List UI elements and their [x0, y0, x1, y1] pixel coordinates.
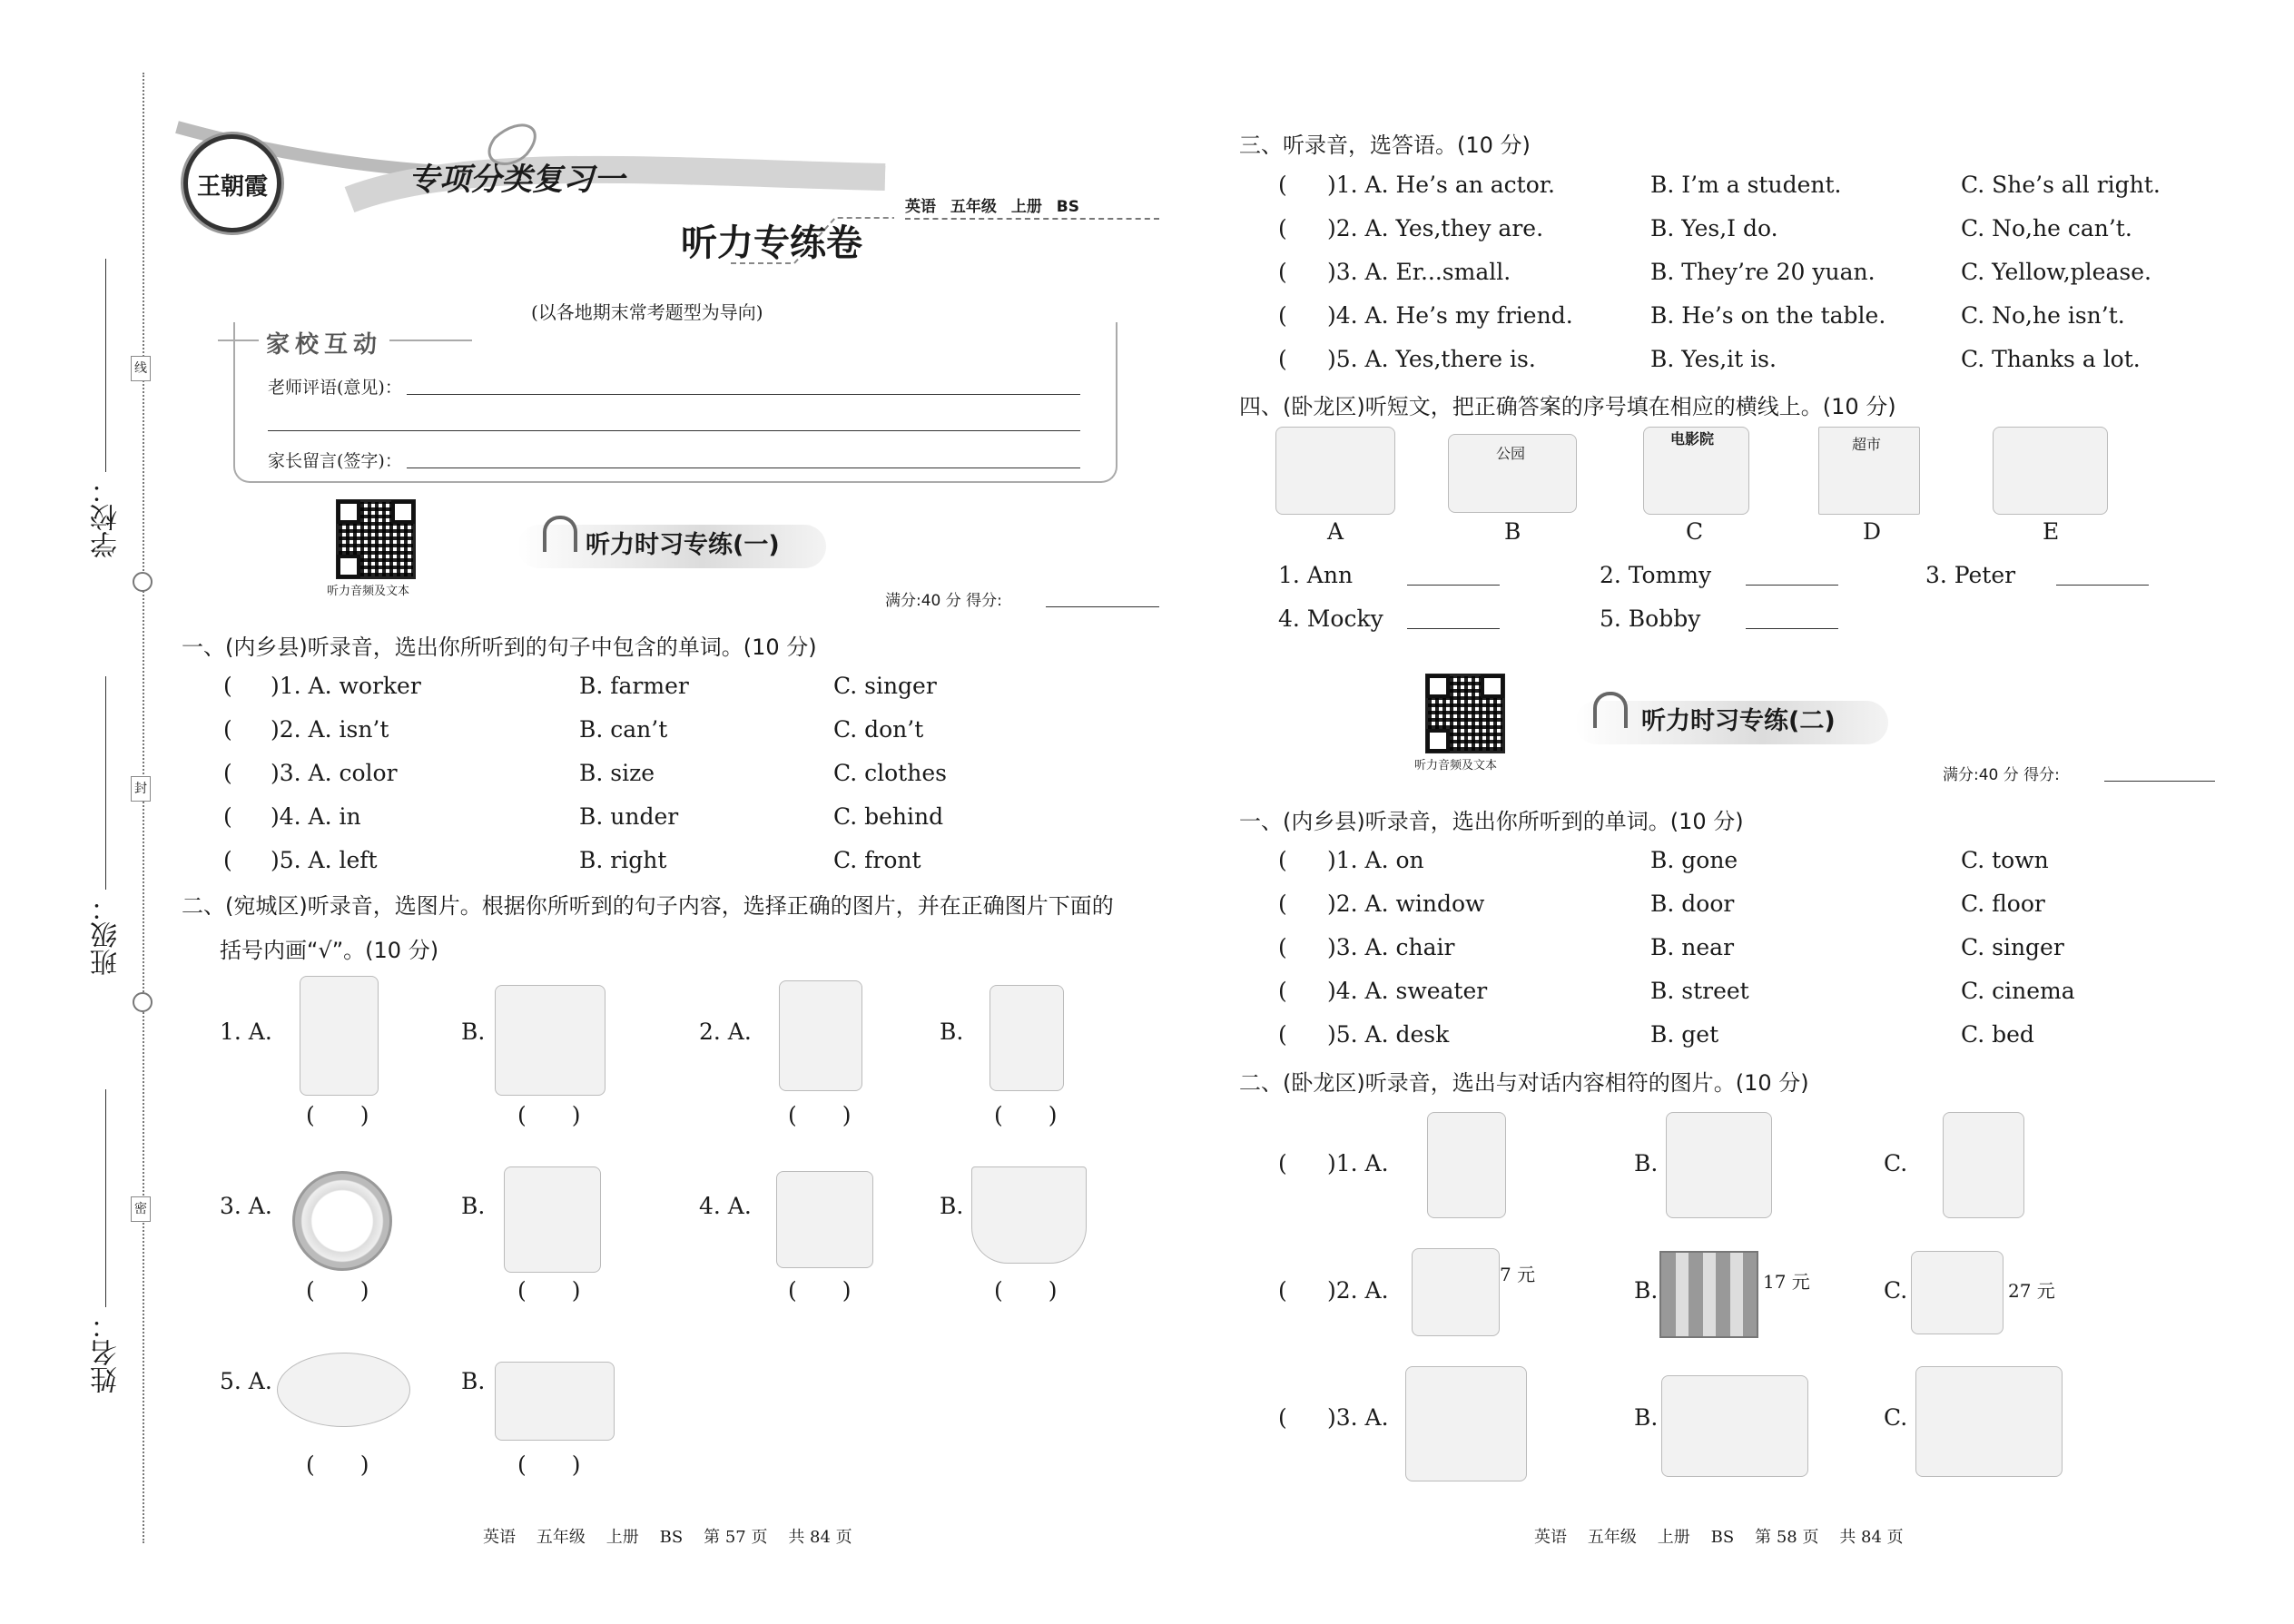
- p2-s1-option-c: C. cinema: [1961, 978, 2075, 1004]
- p1-s1-option-b: B. farmer: [579, 673, 689, 699]
- p1-s2-answer[interactable]: ( ): [517, 1452, 581, 1478]
- p2-s1-option-b: B. near: [1650, 934, 1735, 960]
- cinema-sign: 电影院: [1670, 430, 1715, 448]
- s3-option-c: C. Thanks a lot.: [1961, 346, 2141, 372]
- teacher-comment-line-2[interactable]: [268, 430, 1080, 431]
- footer-left: 英语 五年级 上册 BS 第 57 页 共 84 页: [483, 1528, 852, 1547]
- class-label: 班级：: [91, 894, 123, 976]
- shorts-picture: [1659, 1251, 1758, 1338]
- p2-s2-label-c: C.: [1884, 1277, 1908, 1304]
- headphone-icon: [543, 516, 577, 552]
- home-school-title: 家校互动: [259, 332, 389, 358]
- building-letter: C: [1686, 518, 1704, 545]
- p1-s2-label: 2. A.: [699, 1019, 752, 1045]
- s3-option-b: B. He’s on the table.: [1650, 302, 1886, 329]
- p1-s2-label: 3. A.: [220, 1193, 272, 1219]
- qr-code-1[interactable]: [336, 499, 416, 579]
- p1-s2-heading-line2: 括号内画“√”。(10 分): [220, 938, 439, 963]
- s3-option-b: B. Yes,it is.: [1650, 346, 1777, 372]
- price-label: 7 元: [1500, 1264, 1536, 1285]
- p2-s1-option-a: )4. A. sweater: [1327, 978, 1488, 1004]
- s3-paren[interactable]: (: [1278, 346, 1287, 372]
- s4-heading: 四、(卧龙区)听短文，把正确答案的序号填在相应的横线上。(10 分): [1239, 394, 1896, 419]
- p1-s2-label: B.: [940, 1193, 964, 1219]
- school-blank[interactable]: [105, 259, 106, 472]
- practice2-title: 听力时习专练(二): [1641, 707, 1836, 735]
- seal-mark-3: 密: [131, 1196, 151, 1222]
- footer-right: 英语 五年级 上册 BS 第 58 页 共 84 页: [1534, 1528, 1904, 1547]
- park-sign: 公园: [1496, 445, 1526, 462]
- teacher-comment-label: 老师评语(意见)：: [268, 378, 402, 398]
- p1-s2-answer[interactable]: ( ): [994, 1102, 1058, 1128]
- s4-name: 4. Mocky: [1278, 605, 1383, 632]
- s3-option-c: C. No,he can’t.: [1961, 215, 2132, 241]
- p2-s1-option-c: C. bed: [1961, 1021, 2034, 1048]
- p1-s1-option-b: B. under: [579, 803, 679, 830]
- p2-s2-label-b: B.: [1634, 1150, 1659, 1176]
- teacher-comment-line-1[interactable]: [407, 394, 1080, 395]
- meta-underline: [905, 218, 1159, 220]
- p1-s2-answer[interactable]: ( ): [306, 1277, 369, 1304]
- p1-s1-paren[interactable]: (: [223, 803, 232, 830]
- p2-s2-label-c: C.: [1884, 1150, 1908, 1176]
- building-letter: A: [1327, 518, 1344, 545]
- p1-s1-option-b: B. size: [579, 760, 655, 786]
- headphone-icon: [1593, 692, 1628, 728]
- price-label: 17 元: [1763, 1271, 1810, 1293]
- binding-hole-2: [133, 992, 153, 1012]
- p1-s2-answer[interactable]: ( ): [517, 1102, 581, 1128]
- s3-option-b: B. I’m a student.: [1650, 172, 1842, 198]
- horse-rider-picture: [1405, 1366, 1527, 1481]
- binding-line: [143, 73, 144, 1543]
- teacher-at-blackboard-picture: [495, 985, 605, 1096]
- parent-comment-label: 家长留言(签字)：: [268, 451, 402, 471]
- p1-s1-option-c: C. singer: [833, 673, 937, 699]
- p2-s1-option-b: B. get: [1650, 1021, 1719, 1048]
- p1-s1-option-a: )5. A. left: [271, 847, 378, 873]
- socks-picture: [776, 1171, 873, 1268]
- hospital-picture: [1993, 427, 2108, 515]
- p2-s1-paren[interactable]: (: [1278, 847, 1287, 873]
- p2-s1-option-b: B. gone: [1650, 847, 1738, 873]
- pilot-picture: [1666, 1112, 1772, 1218]
- teacher-with-book-picture: [300, 976, 379, 1096]
- p2-s1-option-c: C. floor: [1961, 891, 2045, 917]
- s3-option-c: C. Yellow,please.: [1961, 259, 2151, 285]
- seal-mark-2: 封: [131, 776, 151, 802]
- building-a-picture: [1275, 427, 1395, 515]
- p2-s1-paren[interactable]: (: [1278, 978, 1287, 1004]
- p2-s2-paren[interactable]: (: [1278, 1277, 1287, 1304]
- s3-option-a: )5. A. Yes,there is.: [1327, 346, 1536, 372]
- p1-s2-label: 5. A.: [220, 1368, 272, 1394]
- s3-heading: 三、听录音，选答语。(10 分): [1239, 133, 1531, 158]
- practice1-score-blank[interactable]: [1046, 606, 1159, 607]
- p1-s2-answer[interactable]: ( ): [788, 1277, 852, 1304]
- socks-picture: [1412, 1248, 1500, 1336]
- shopping-cart-picture: [504, 1166, 601, 1273]
- plate-picture: [292, 1171, 392, 1271]
- s4-name: 3. Peter: [1925, 562, 2016, 588]
- p2-s2-paren[interactable]: (: [1278, 1150, 1287, 1176]
- practice2-score: 满分:40 分 得分:: [1943, 766, 2060, 784]
- p2-s1-option-c: C. singer: [1961, 934, 2064, 960]
- p1-s2-answer[interactable]: ( ): [306, 1102, 369, 1128]
- chair-with-ball-picture: [989, 985, 1064, 1091]
- paper-subtitle: (以各地期末常考题型为导向): [531, 301, 763, 323]
- s3-option-a: )1. A. He’s an actor.: [1327, 172, 1555, 198]
- supermarket-sign: 超市: [1852, 436, 1882, 453]
- p2-s2-label-c: C.: [1884, 1404, 1908, 1431]
- binding-hole-1: [133, 572, 153, 592]
- logo-seal: [183, 134, 281, 232]
- p1-s2-label: B.: [461, 1019, 486, 1045]
- building-letter: D: [1863, 518, 1882, 545]
- p1-s2-label: B.: [940, 1019, 964, 1045]
- p2-s1-option-a: )5. A. desk: [1327, 1021, 1450, 1048]
- p2-s1-paren[interactable]: (: [1278, 1021, 1287, 1048]
- p2-s2-paren[interactable]: (: [1278, 1404, 1287, 1431]
- p1-s1-paren[interactable]: (: [223, 760, 232, 786]
- s4-name: 1. Ann: [1278, 562, 1354, 588]
- p1-s1-option-b: B. can’t: [579, 716, 668, 743]
- p2-s2-heading: 二、(卧龙区)听录音，选出与对话内容相符的图片。(10 分): [1239, 1070, 1809, 1096]
- seal-mark-1: 线: [131, 356, 151, 381]
- s3-option-b: B. They’re 20 yuan.: [1650, 259, 1876, 285]
- skirt-picture: [971, 1166, 1087, 1264]
- p2-s1-option-a: )1. A. on: [1327, 847, 1424, 873]
- p1-s2-label: 1. A.: [220, 1019, 272, 1045]
- price-label: 27 元: [2008, 1280, 2055, 1302]
- p1-s2-label: B.: [461, 1193, 486, 1219]
- boy-by-wall-picture: [779, 980, 862, 1091]
- s4-answer-blank[interactable]: [1746, 585, 1838, 586]
- p1-s2-label: B.: [461, 1368, 486, 1394]
- horse-and-boy-picture: [1915, 1366, 2063, 1477]
- p2-s1-option-b: B. street: [1650, 978, 1749, 1004]
- s3-option-a: )2. A. Yes,they are.: [1327, 215, 1544, 241]
- s4-answer-blank[interactable]: [1407, 585, 1500, 586]
- p1-s2-answer[interactable]: ( ): [517, 1277, 581, 1304]
- building-letter: E: [2043, 518, 2060, 545]
- s3-option-b: B. Yes,I do.: [1650, 215, 1778, 241]
- p1-s1-paren[interactable]: (: [223, 847, 232, 873]
- p1-s2-answer[interactable]: ( ): [994, 1277, 1058, 1304]
- s3-option-c: C. She’s all right.: [1961, 172, 2161, 198]
- p1-s1-option-c: C. clothes: [833, 760, 947, 786]
- series-title: 专项分类复习一: [409, 162, 625, 198]
- p2-s1-option-b: B. door: [1650, 891, 1735, 917]
- s4-answer-blank[interactable]: [1746, 628, 1838, 629]
- sneakers-picture: [1911, 1251, 2004, 1334]
- practice1-score: 满分:40 分 得分:: [885, 592, 1002, 610]
- p1-s2-answer[interactable]: ( ): [788, 1102, 852, 1128]
- s4-name: 5. Bobby: [1600, 605, 1701, 632]
- p2-s1-heading: 一、(内乡县)听录音，选出你所听到的单词。(10 分): [1239, 809, 1744, 834]
- s4-name: 2. Tommy: [1600, 562, 1712, 588]
- p2-s2-label-a: )2. A.: [1327, 1277, 1389, 1304]
- building-letter: B: [1504, 518, 1521, 545]
- practice2-score-blank[interactable]: [2104, 781, 2215, 782]
- nurse-picture: [1427, 1112, 1506, 1218]
- p2-s1-option-c: C. town: [1961, 847, 2049, 873]
- boy-with-horse-picture: [1661, 1375, 1808, 1477]
- p1-s2-heading-line1: 二、(宛城区)听录音，选图片。根据你所听到的句子内容，选择正确的图片，并在正确图片下面的: [182, 893, 1114, 919]
- p1-s1-option-b: B. right: [579, 847, 667, 873]
- p1-s1-option-c: C. behind: [833, 803, 944, 830]
- paper-title: 听力专练卷: [681, 222, 862, 264]
- foxes-picture: [495, 1362, 615, 1441]
- p1-s1-option-a: )4. A. in: [271, 803, 361, 830]
- p2-s2-label-b: B.: [1634, 1277, 1659, 1304]
- s3-paren[interactable]: (: [1278, 302, 1287, 329]
- p2-s2-label-a: )3. A.: [1327, 1404, 1389, 1431]
- s3-paren[interactable]: (: [1278, 259, 1287, 285]
- p1-s1-paren[interactable]: (: [223, 716, 232, 743]
- p1-s1-paren[interactable]: (: [223, 673, 232, 699]
- name-blank[interactable]: [105, 1089, 106, 1307]
- p1-s1-option-a: )2. A. isn’t: [271, 716, 389, 743]
- p2-s1-paren[interactable]: (: [1278, 891, 1287, 917]
- paper-meta: 英语 五年级 上册 BS: [905, 198, 1079, 216]
- name-label: 姓名：: [91, 1312, 123, 1393]
- p2-s2-label-b: B.: [1634, 1404, 1659, 1431]
- qr-code-2[interactable]: [1425, 674, 1505, 753]
- p1-s1-option-c: C. don’t: [833, 716, 924, 743]
- qr-caption-1: 听力音频及文本: [327, 585, 410, 598]
- logo-text: 王朝霞: [196, 173, 268, 201]
- class-blank[interactable]: [105, 676, 106, 890]
- s4-answer-blank[interactable]: [2056, 585, 2149, 586]
- p1-s1-option-a: )1. A. worker: [271, 673, 421, 699]
- s3-option-a: )4. A. He’s my friend.: [1327, 302, 1573, 329]
- pandas-picture: [277, 1353, 410, 1427]
- p1-s1-heading: 一、(内乡县)听录音，选出你所听到的句子中包含的单词。(10 分): [182, 635, 817, 660]
- p1-s1-option-c: C. front: [833, 847, 921, 873]
- school-label: 学校：: [91, 477, 123, 558]
- p1-s2-answer[interactable]: ( ): [306, 1452, 369, 1478]
- p2-s1-paren[interactable]: (: [1278, 934, 1287, 960]
- police-officer-picture: [1943, 1112, 2024, 1218]
- s4-answer-blank[interactable]: [1407, 628, 1500, 629]
- p1-s2-label: 4. A.: [699, 1193, 752, 1219]
- s3-paren[interactable]: (: [1278, 172, 1287, 198]
- s3-option-c: C. No,he isn’t.: [1961, 302, 2125, 329]
- practice1-title: 听力时习专练(一): [586, 531, 780, 559]
- s3-paren[interactable]: (: [1278, 215, 1287, 241]
- p2-s1-option-a: )2. A. window: [1327, 891, 1485, 917]
- s3-option-a: )3. A. Er...small.: [1327, 259, 1511, 285]
- p2-s1-option-a: )3. A. chair: [1327, 934, 1455, 960]
- qr-caption-2: 听力音频及文本: [1414, 759, 1498, 773]
- p1-s1-option-a: )3. A. color: [271, 760, 398, 786]
- p2-s2-label-a: )1. A.: [1327, 1150, 1389, 1176]
